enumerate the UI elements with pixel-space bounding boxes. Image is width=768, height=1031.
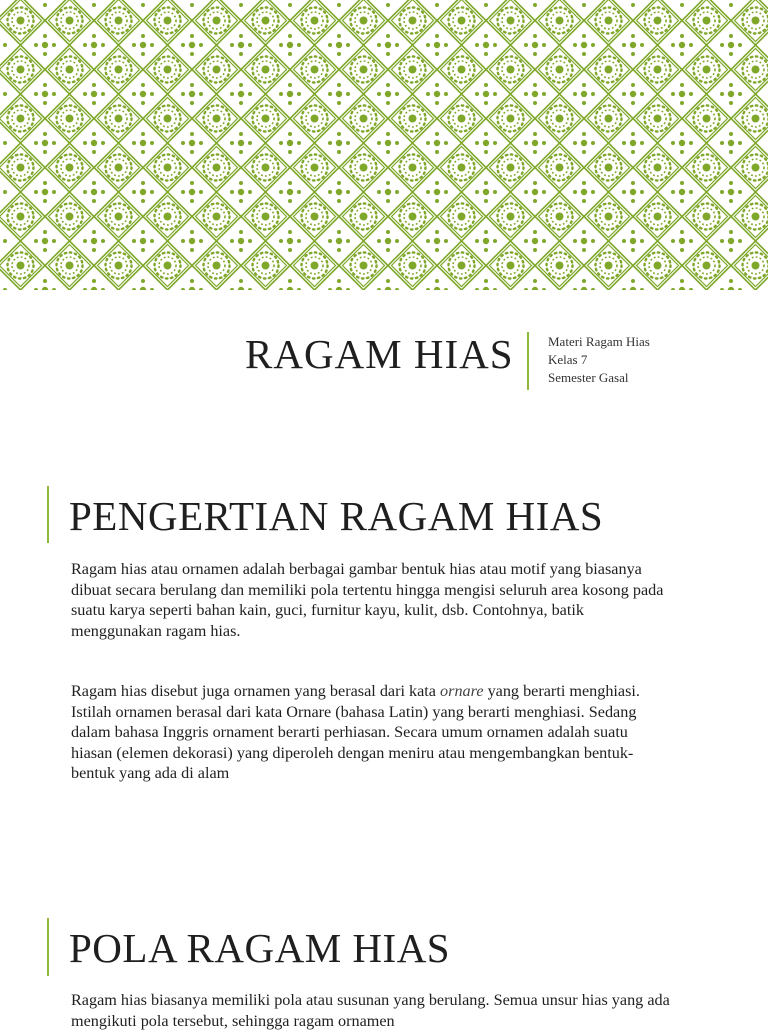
subtitle-line-semester: Semester Gasal	[548, 370, 629, 385]
pengertian-paragraph-1: Ragam hias atau ornamen adalah berbagai gambar bentuk hias atau motif yang biasanya dibuat secara berulang dan memiliki pola tertentu hingga mengisi seluruh area kosong pada suatu karya seperti bahan kain, guci, furnitur kayu, kulit, dsb. Contohnya, batik menggunakan ragam hias.	[71, 560, 664, 640]
ornare-term: ornare	[440, 682, 484, 700]
presentation-title: RAGAM HIAS	[245, 331, 514, 377]
decorative-pattern-banner	[0, 0, 768, 290]
section-heading-pola: POLA RAGAM HIAS	[69, 925, 451, 971]
title-divider	[527, 332, 529, 390]
presentation-subtitle	[548, 333, 650, 387]
subtitle-line-topic: Materi Ragam Hias	[548, 334, 650, 349]
pengertian-paragraph-2	[71, 681, 671, 784]
section-accent-bar	[47, 918, 49, 976]
pola-paragraph-1: Ragam hias biasanya memiliki pola atau susunan yang berulang. Semua unsur hias yang ada mengikuti pola tersebut, sehingga ragam ornamen	[71, 991, 670, 1030]
section-accent-bar	[47, 486, 49, 543]
subtitle-line-class: Kelas 7	[548, 352, 588, 367]
pengertian-paragraph-2-lead: Ragam hias disebut juga ornamen yang berasal dari kata	[71, 682, 441, 700]
pengertian-paragraph-2-rest: yang berarti menghiasi. Istilah ornamen berasal dari kata Ornare (bahasa Latin) yang berarti menghiasi. Sedang dalam bahasa Inggris ornament berarti perhiasan. Secara umum ornamen adalah suatu hiasan (elemen dekorasi) yang diperoleh dengan meniru atau mengembangkan bentuk-bentuk yang ada di alam	[71, 682, 640, 783]
section-heading-pengertian: PENGERTIAN RAGAM HIAS	[69, 493, 604, 539]
